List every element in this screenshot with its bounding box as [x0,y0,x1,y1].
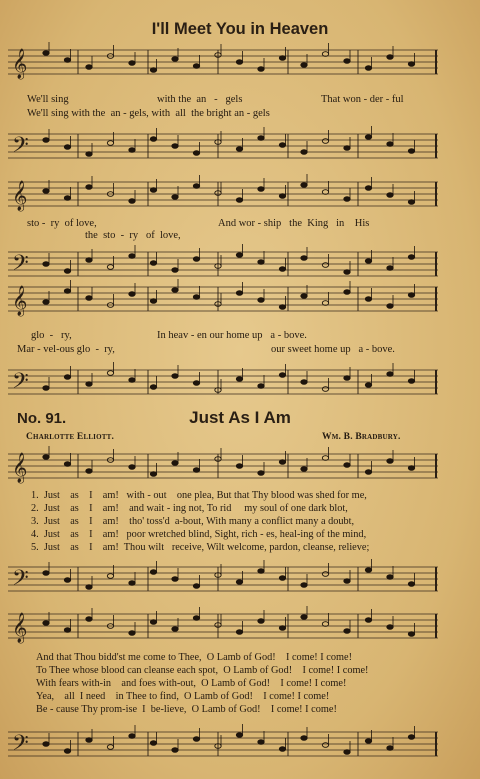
note-head [258,569,264,574]
hymn-title: I'll Meet You in Heaven [151,20,329,38]
clef-icon: 𝄞 [12,613,28,643]
note-head [365,568,371,573]
lyric-line: Mar - vel-ous glo - ry, [17,344,115,355]
note-head [236,253,242,258]
note-head [279,576,285,581]
note-head [193,737,199,742]
music-staff [8,565,438,596]
note-head [408,293,414,298]
note-head [150,299,156,304]
note-head [193,584,199,589]
note-head [43,621,49,626]
note-head [344,579,350,584]
lyric-line: We'll sing with the an - gels, with all the bright an - gels [27,108,270,119]
note-head [258,740,264,745]
music-staff [8,285,438,316]
note-head [43,262,49,267]
note-head [193,381,199,386]
clef-icon: 𝄞 [12,453,28,483]
note-head [129,254,135,259]
note-head [301,615,307,620]
note-head [150,741,156,746]
lyric-line: In heav - en our home up a - bove. [157,330,307,341]
note-head [365,135,371,140]
note-head [86,296,92,301]
lyric-line: And wor - ship the King in His [218,218,370,229]
note-head [365,618,371,623]
note-head [150,620,156,625]
note-head [408,149,414,154]
note-head [129,292,135,297]
note-head [43,51,49,56]
lyric-line: our sweet home up a - bove. [271,344,395,355]
note-head [365,186,371,191]
note-head [172,627,178,632]
note-head [86,152,92,157]
note-head [129,378,135,383]
note-head [107,371,113,376]
note-head [301,294,307,299]
clef-icon: 𝄞 [12,181,28,211]
note-head [150,385,156,390]
note-head [301,736,307,741]
hymn-title: Just As I Am [189,408,291,427]
note-head [408,735,414,740]
note-head [236,733,242,738]
note-head [365,259,371,264]
note-head [86,258,92,263]
note-head [64,462,70,467]
note-head [258,260,264,265]
note-head [64,58,70,63]
note-head [322,139,328,144]
note-head [279,267,285,272]
note-head [408,379,414,384]
note-head [258,619,264,624]
note-head [344,629,350,634]
note-head [129,734,135,739]
note-head [129,465,135,470]
note-head [322,572,328,577]
note-head [107,265,113,270]
note-head [236,291,242,296]
note-head [86,382,92,387]
note-head [279,194,285,199]
note-head [258,187,264,192]
note-head [193,295,199,300]
lyric-line: That won - der - ful [321,94,404,105]
note-head [150,188,156,193]
note-head [279,373,285,378]
note-head [64,145,70,150]
note-head [258,471,264,476]
note-head [43,455,49,460]
note-head [64,628,70,633]
note-head [193,257,199,262]
note-head [236,60,242,65]
refrain-line: With fears with-in and foes with-out, O Lamb of God! I come! I come! [36,678,347,689]
note-head [387,142,393,147]
author-credit: Charlotte Elliott. [26,432,115,442]
note-head [86,585,92,590]
note-head [193,64,199,69]
note-head [387,193,393,198]
note-head [43,138,49,143]
note-head [408,62,414,67]
note-head [344,750,350,755]
lyric-line: with the an - gels [157,94,243,105]
note-head [236,630,242,635]
note-head [107,574,113,579]
music-staff [8,180,438,211]
note-head [43,300,49,305]
refrain-line: Be - cause Thy prom-ise I be-lieve, O Lamb of God! I come! I come! [36,704,337,715]
note-head [172,268,178,273]
note-head [193,468,199,473]
music-staff [8,730,438,761]
note-head [258,384,264,389]
note-head [387,746,393,751]
note-head [86,65,92,70]
note-head [193,151,199,156]
note-head [365,739,371,744]
refrain-line: And that Thou bidd'st me come to Thee, O Lamb of God! I come! I come! [36,652,353,663]
note-head [236,464,242,469]
note-head [236,580,242,585]
note-head [301,467,307,472]
note-head [43,386,49,391]
note-head [279,460,285,465]
music-staff [8,48,438,79]
clef-icon: 𝄢 [12,369,29,399]
note-head [344,376,350,381]
note-head [322,743,328,748]
note-head [129,61,135,66]
note-head [64,269,70,274]
note-head [150,570,156,575]
note-head [43,189,49,194]
note-head [344,270,350,275]
note-head [387,266,393,271]
note-head [172,748,178,753]
clef-icon: 𝄢 [12,133,29,163]
hymn-number: No. 91. [17,410,67,427]
note-head [301,63,307,68]
note-head [150,261,156,266]
note-head [86,617,92,622]
clef-icon: 𝄞 [12,286,28,316]
clef-icon: 𝄢 [12,731,29,761]
refrain-line: To Thee whose blood can cleanse each spot, O Lamb of God! I come! I come! [36,665,369,676]
lyric-line: glo - ry, [31,330,72,341]
composer-credit: Wm. B. Bradbury. [322,432,401,442]
verse-line: 1. Just as I am! with - out one plea, But that Thy blood was shed for me, [31,490,367,501]
note-head [365,297,371,302]
note-head [344,463,350,468]
music-staff [8,250,438,281]
verse-line: 3. Just as I am! tho' toss'd a-bout, With many a conflict many a doubt, [31,516,355,527]
note-head [150,472,156,477]
verse-line: 5. Just as I am! Thou wilt receive, Wilt welcome, pardon, cleanse, relieve; [31,542,370,553]
note-head [258,298,264,303]
note-head [86,185,92,190]
music-staff [8,132,438,163]
note-head [344,59,350,64]
note-head [301,150,307,155]
note-head [301,256,307,261]
note-head [107,141,113,146]
note-head [172,288,178,293]
lyric-line: sto - ry of love, [27,218,97,229]
refrain-line: Yea, all I need in Thee to find, O Lamb of God! I come! I come! [36,691,330,702]
clef-icon: 𝄢 [12,251,29,281]
note-head [301,583,307,588]
note-head [64,749,70,754]
note-head [387,304,393,309]
note-head [387,575,393,580]
note-head [64,289,70,294]
note-head [279,143,285,148]
note-head [279,747,285,752]
note-head [408,632,414,637]
verse-line: 2. Just as I am! and wait - ing not, To rid my soul of one dark blot, [31,503,348,514]
note-head [129,199,135,204]
note-head [408,200,414,205]
lyric-line: We'll sing [27,94,69,105]
note-head [387,459,393,464]
note-head [172,374,178,379]
note-head [258,67,264,72]
note-head [344,146,350,151]
clef-icon: 𝄞 [12,49,28,79]
note-head [279,56,285,61]
note-head [43,742,49,747]
note-head [150,137,156,142]
note-head [236,377,242,382]
note-head [408,466,414,471]
note-head [129,148,135,153]
note-head [236,198,242,203]
note-head [86,738,92,743]
note-head [387,372,393,377]
note-head [279,626,285,631]
note-head [172,195,178,200]
note-head [301,380,307,385]
music-staff [8,368,438,399]
note-head [236,147,242,152]
note-head [64,196,70,201]
note-head [301,183,307,188]
note-head [129,581,135,586]
note-head [172,461,178,466]
note-head [129,631,135,636]
note-head [365,470,371,475]
note-head [408,255,414,260]
note-head [344,197,350,202]
note-head [258,136,264,141]
note-head [64,375,70,380]
note-head [86,469,92,474]
note-head [408,582,414,587]
note-head [387,55,393,60]
note-head [172,144,178,149]
note-head [172,57,178,62]
note-head [279,305,285,310]
note-head [365,66,371,71]
note-head [344,290,350,295]
note-head [172,577,178,582]
music-staff [8,612,438,643]
verse-line: 4. Just as I am! poor wretched blind, Sight, rich - es, heal-ing of the mind, [31,529,367,540]
clef-icon: 𝄢 [12,566,29,596]
note-head [193,616,199,621]
music-staff [8,452,438,483]
note-head [193,184,199,189]
note-head [64,578,70,583]
note-head [150,68,156,73]
note-head [365,383,371,388]
lyric-line: the sto - ry of love, [85,230,181,241]
note-head [107,745,113,750]
note-head [387,625,393,630]
note-head [322,263,328,268]
note-head [43,571,49,576]
note-head [322,387,328,392]
